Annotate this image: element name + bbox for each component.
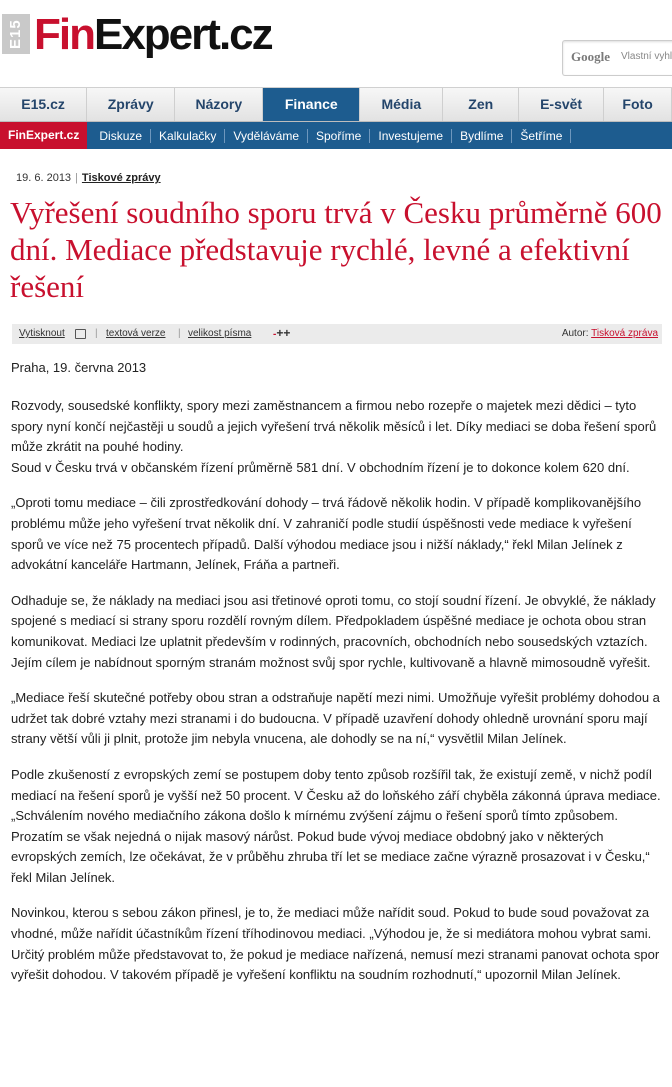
subnav-brand-finexpert[interactable]: FinExpert.cz	[0, 122, 87, 149]
toolbar-divider: |	[178, 328, 181, 339]
article-date: 19. 6. 2013	[16, 172, 72, 184]
search-placeholder: Vlastní vyhl	[621, 51, 672, 62]
font-smaller-button[interactable]: -	[273, 329, 277, 340]
author-label: Autor:	[561, 328, 589, 339]
nav-tab-finance[interactable]: Finance	[263, 88, 360, 121]
article-meta	[16, 172, 161, 184]
subnav-item-diskuze[interactable]: Diskuze	[91, 129, 151, 143]
logo-fin: Fin	[34, 10, 94, 59]
article-category-link[interactable]: Tiskové zprávy	[81, 172, 161, 184]
nav-tab-foto[interactable]: Foto	[604, 88, 672, 121]
article-paragraph: „Mediace řeší skutečné potřeby obou stran a odstraňuje napětí mezi nimi. Umožňuje vyřešit problémy dohodou a udržet tak dobré vztahy mezi stranami i do budoucna. V případě uzavření dohody ohledně urovnání sporu mají strany větší vůli ji plnit, protože jim nebyla vnucena, ale dohodly se na ní,“ vysvětlil Milan Jelínek.	[11, 690, 660, 747]
font-size-link[interactable]: velikost písma	[188, 328, 252, 339]
sub-nav	[0, 122, 672, 149]
paragraph-text: Soud v Česku trvá v občanském řízení průměrně 581 dní. V obchodním řízení je to dokonce kolem 620 dní.	[11, 459, 630, 475]
google-logo: Google	[571, 49, 610, 64]
article-toolbar	[12, 324, 662, 344]
article-author	[562, 328, 658, 339]
subnav-item-kalkulacky[interactable]: Kalkulačky	[151, 129, 225, 143]
article-title: Vyřešení soudního sporu trvá v Česku průměrně 600 dní. Mediace představuje rychlé, levné a efektivní řešení	[10, 195, 662, 304]
main-nav	[0, 87, 672, 122]
font-size-controls	[273, 326, 290, 340]
author-link[interactable]: Tisková zpráva	[591, 328, 658, 339]
meta-separator: |	[75, 172, 78, 184]
nav-tab-media[interactable]: Média	[360, 88, 443, 121]
nav-tab-zen[interactable]: Zen	[443, 88, 519, 121]
article-paragraph: Podle zkušeností z evropských zemí se postupem doby tento způsob rozšířil tak, že existují země, v nichž podíl mediací na řešení sporů je vyšší než 50 procent. V Česku až do loňského září chyběla zákonná úprava mediace. „Schválením nového mediačního zákona došlo k mírnému zvýšení zájmu o řešení sporů tímto způsobem. Prozatím se však nejedná o nijak masový nárůst. Pokud bude vývoj mediace obdobný jako v některých evropských zemích, lze očekávat, že v průběhu zhruba tří let se mediace začne výrazně prosazovat i v Česku,“ řekl Milan Jelínek.	[11, 766, 661, 885]
nav-tab-zpravy[interactable]: Zprávy	[87, 88, 175, 121]
subnav-item-sporime[interactable]: Spoříme	[308, 129, 370, 143]
print-link[interactable]: Vytisknout	[19, 328, 65, 339]
nav-tab-e15[interactable]: E15.cz	[0, 88, 87, 121]
nav-tab-esvet[interactable]: E-svět	[519, 88, 604, 121]
e15-logo-badge[interactable]: E15	[2, 14, 30, 54]
subnav-item-bydlime[interactable]: Bydlíme	[452, 129, 512, 143]
subnav-item-vydelavame[interactable]: Vyděláváme	[225, 129, 308, 143]
article-paragraph: Odhaduje se, že náklady na mediaci jsou asi třetinové oproti tomu, co stojí soudní řízení. Je obvyklé, že náklady spojené s mediací si strany sporu rozdělí rovným dílem. Předpokladem úspěšné mediace je ochota obou stran komunikovat. Mediaci lze uplatnit především v rodinných, pracovních, obchodních nebo sousedských vztazích. Jejím cílem je nabídnout sporným stranám možnost svůj spor rychle, kultivovaně a hlavně mimosoudně vyřešit.	[11, 592, 656, 670]
printer-icon[interactable]	[75, 329, 86, 339]
article-paragraph: Novinkou, kterou s sebou zákon přinesl, je to, že mediaci může nařídit soud. Pokud to bude soud považovat za vhodné, může nařídit účastníkům řízení tříhodinovou mediaci. „Výhodou je, že si mediátora mohou vybrat sami. Určitý problém může představovat to, že pokud je mediace nařízená, nemusí mezi stranami panovat ochota spor vyřešit dohodou. V takovém případě je vyřešení konfliktu na soudním rozhodnutí,“ upozornil Milan Jelínek.	[11, 905, 660, 983]
finexpert-logo[interactable]	[34, 10, 272, 60]
subnav-item-setrime[interactable]: Šetříme	[512, 129, 571, 143]
article-dateline: Praha, 19. června 2013	[11, 360, 147, 375]
text-version-link[interactable]: textová verze	[106, 328, 166, 339]
logo-cz: .cz	[218, 10, 272, 59]
toolbar-divider: |	[95, 328, 98, 339]
logo-expert: Expert	[93, 10, 219, 59]
article-paragraph: „Oproti tomu mediace – čili zprostředkování dohody – trvá řádově několik hodin. V případě komplikovanějšího problému může jeho vyřešení trvat několik dní. V zahraničí podle studií úspěšnosti vede mediace k vyřešení sporů ve více než 75 procentech případů. Další výhodou mediace jsou i nižší náklady,“ řekl Milan Jelínek z advokátní kanceláře Hartmann, Jelínek, Fráňa a partneři.	[11, 495, 642, 573]
subnav-item-investujeme[interactable]: Investujeme	[370, 129, 452, 143]
paragraph-text: Rozvody, sousedské konflikty, spory mezi zaměstnancem a firmou nebo rozepře o majetek mezi dědici – tyto spory nyní končí nejčastěji u soudů a jejich vyřešení trvá několik měsíců i let. Díky mediaci se doba řešení sporů může zkrátit na pouhé hodiny.	[11, 398, 657, 455]
site-header	[0, 0, 672, 86]
article-body	[11, 396, 663, 1001]
font-larger-button[interactable]: ++	[276, 326, 291, 340]
nav-tab-nazory[interactable]: Názory	[175, 88, 263, 121]
search-input[interactable]	[562, 40, 672, 76]
article-paragraph	[11, 396, 663, 478]
